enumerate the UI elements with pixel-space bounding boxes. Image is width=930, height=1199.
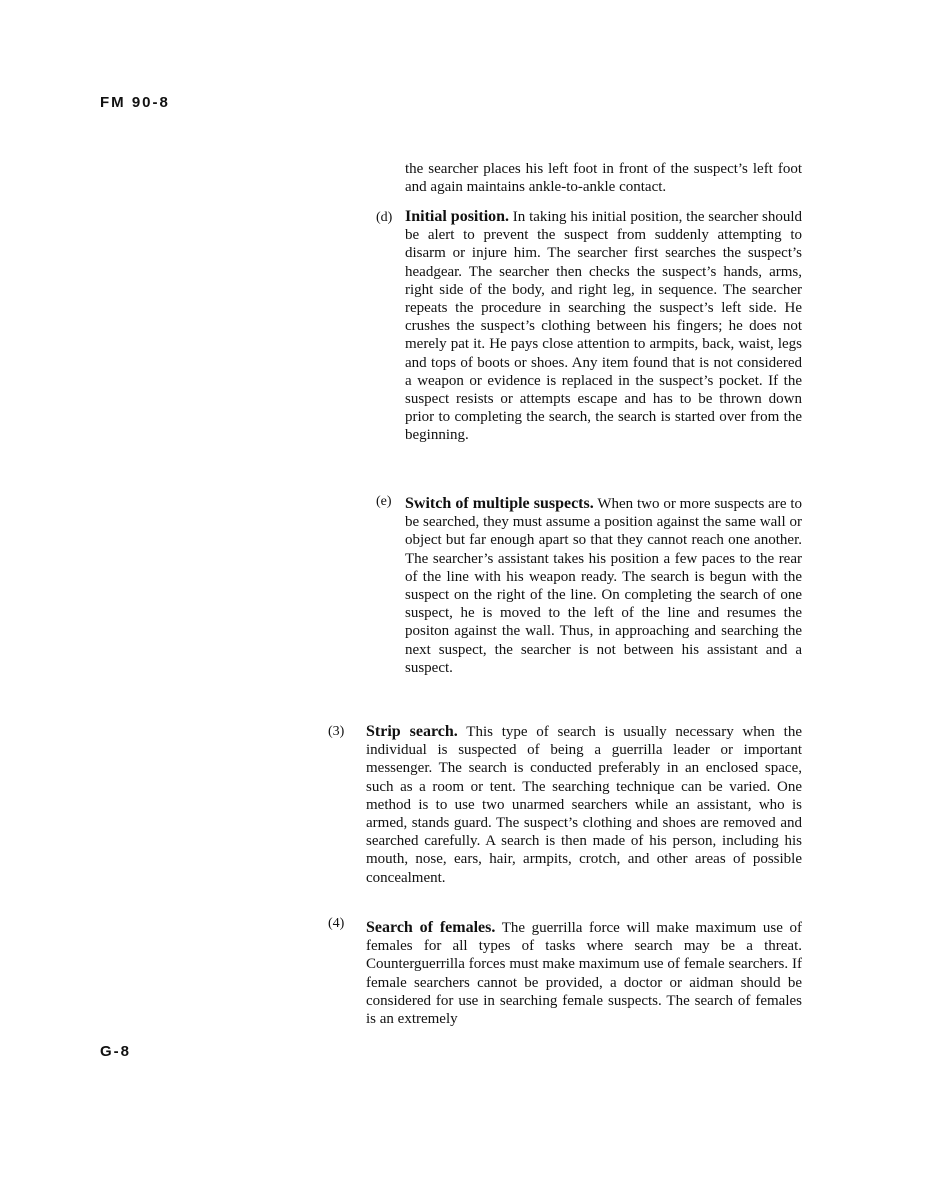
continuation-body: the searcher places his left foot in front of the suspect’s left foot and again maintains ankle-to-ankle contact. — [405, 161, 802, 196]
paragraph-heading: Search of females. — [366, 919, 496, 936]
paragraph-body: When two or more suspects are to be searched, they must assume a position against the same wall or object but far enough apart so that they cannot reach one another. The searcher’s assistant takes his position a few paces to the rear of the line with his weapon ready. The search is begun with the suspect on the right of the line. On completing the search of one suspect, he is moved to the left of the line and resumes the positon against the wall. Thus, in approaching and searching the next suspect, the searcher is not between his assistant and a suspect. — [405, 496, 803, 676]
paragraph-heading: Switch of multiple suspects. — [405, 495, 594, 512]
paragraph-initial-position — [405, 208, 802, 445]
paragraph-marker-d: (d) — [376, 210, 393, 225]
paragraph-marker-3: (3) — [328, 724, 345, 739]
paragraph-heading: Strip search. — [366, 723, 458, 740]
continuation-text — [405, 160, 802, 196]
paragraph-switch-multiple-suspects — [405, 495, 802, 677]
page-header: FM 90-8 — [100, 94, 170, 111]
page-footer: G-8 — [100, 1043, 132, 1060]
paragraph-body: This type of search is usually necessary when the individual is suspected of being a guerrilla leader or important messenger. The search is conducted preferably in an enclosed space, such as a room or tent. The searching technique can be varied. One method is to use two unarmed searchers while an assistant, who is armed, stands guard. The suspect’s clothing and shoes are removed and searched carefully. A search is then made of his person, including his mouth, nose, ears, hair, armpits, crotch, and other areas of possible concealment. — [366, 724, 802, 886]
paragraph-body: The guerrilla force will make maximum use of females for all types of tasks where search may be a threat. Counterguerrilla forces must make maximum use of female searchers. If female searchers cannot be provided, a doctor or aidman should be considered for use in searching female suspects. The search of females is an extremely — [366, 920, 802, 1028]
paragraph-strip-search — [366, 723, 802, 887]
paragraph-heading: Initial position. — [405, 208, 510, 225]
paragraph-body: In taking his initial position, the searcher should be alert to prevent the suspect from suddenly attempting to disarm or injure him. The searcher first searches the suspect’s headgear. The searcher then checks the suspect’s hands, arms, right side of the body, and right leg, in sequence. The searcher repeats the procedure in searching the suspect’s left side. He crushes the suspect’s clothing between his fingers; he does not merely pat it. He pays close attention to armpits, back, waist, legs and tops of boots or shoes. Any item found that is not considered a weapon or evidence is replaced in the suspect’s pocket. If the suspect resists or attempts escape and has to be thrown down prior to completing the search, the search is started over from the beginning. — [405, 209, 802, 444]
paragraph-marker-e: (e) — [376, 494, 392, 509]
paragraph-marker-4: (4) — [328, 916, 345, 931]
paragraph-search-of-females — [366, 919, 802, 1028]
